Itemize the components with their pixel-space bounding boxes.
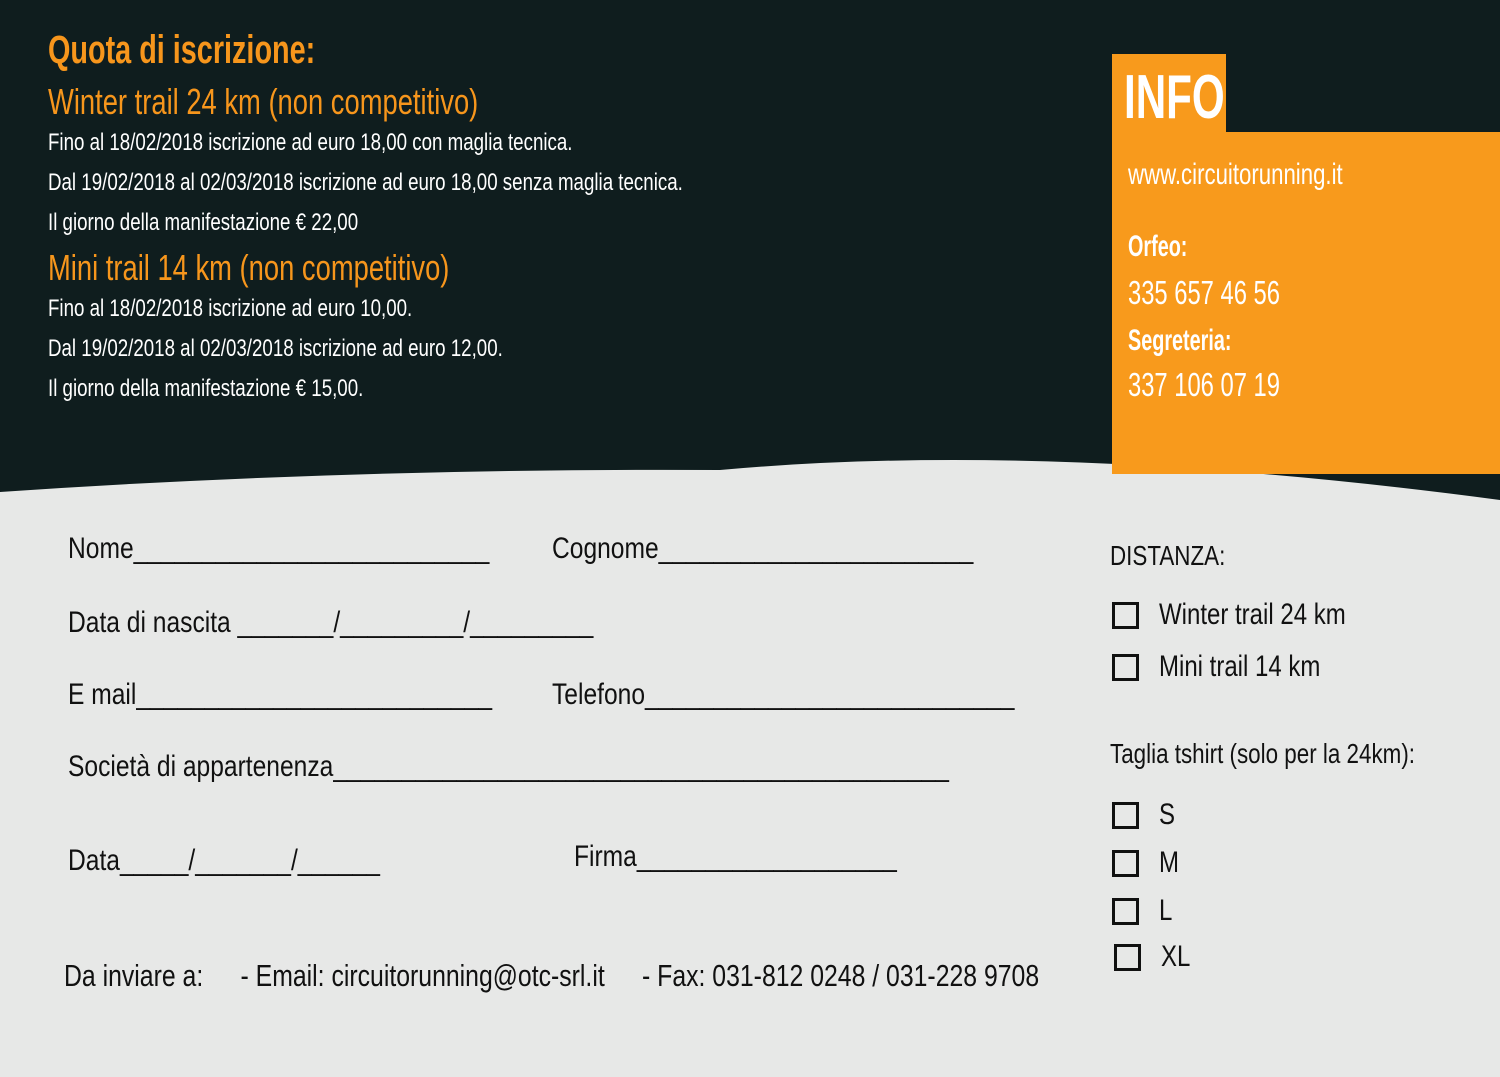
taglia-option-l[interactable] — [1112, 894, 1176, 928]
checkbox[interactable] — [1112, 898, 1139, 925]
distanza-option-mini[interactable] — [1112, 650, 1361, 684]
mini-fee-line: Il giorno della manifestazione € 15,00. — [48, 375, 364, 402]
send-to-line — [64, 958, 1039, 994]
taglia-option-xl[interactable] — [1114, 940, 1198, 974]
option-label: Winter trail 24 km — [1159, 598, 1346, 631]
checkbox[interactable] — [1112, 850, 1139, 877]
option-label: XL — [1161, 940, 1191, 973]
mini-trail-heading: Mini trail 14 km (non competitivo) — [48, 247, 450, 288]
option-label: Mini trail 14 km — [1159, 650, 1321, 683]
cognome-field[interactable]: Cognome_______________________ — [552, 532, 974, 565]
checkbox[interactable] — [1112, 602, 1139, 629]
winter-fee-line: Fino al 18/02/2018 iscrizione ad euro 18,00 con maglia tecnica. — [48, 129, 573, 156]
contact-phone-orfeo: 335 657 46 56 — [1128, 274, 1280, 311]
checkbox[interactable] — [1112, 654, 1139, 681]
send-fax: - Fax: 031-812 0248 / 031-228 9708 — [642, 958, 1040, 993]
mini-fee-line: Dal 19/02/2018 al 02/03/2018 iscrizione ad euro 12,00. — [48, 335, 503, 362]
send-label: Da inviare a: — [64, 958, 204, 993]
website-link[interactable]: www.circuitorunning.it — [1128, 158, 1343, 191]
data-field[interactable]: Data_____/_______/______ — [68, 844, 380, 877]
distanza-heading: DISTANZA: — [1110, 540, 1226, 571]
contact-label-segreteria: Segreteria: — [1128, 324, 1232, 357]
checkbox[interactable] — [1112, 802, 1139, 829]
checkbox[interactable] — [1114, 944, 1141, 971]
taglia-heading: Taglia tshirt (solo per la 24km): — [1110, 738, 1416, 769]
contact-phone-segreteria: 337 106 07 19 — [1128, 366, 1280, 403]
nome-field[interactable]: Nome__________________________ — [68, 532, 490, 565]
firma-field[interactable]: Firma___________________ — [574, 840, 897, 873]
option-label: M — [1159, 846, 1179, 879]
distanza-option-winter[interactable] — [1112, 598, 1392, 632]
winter-fee-line: Dal 19/02/2018 al 02/03/2018 iscrizione ad euro 18,00 senza maglia tecnica. — [48, 169, 683, 196]
data-di-nascita-field[interactable]: Data di nascita _______/_________/_________ — [68, 606, 594, 639]
fees-title: Quota di iscrizione: — [48, 28, 316, 72]
email-field[interactable]: E mail__________________________ — [68, 678, 493, 711]
winter-trail-heading: Winter trail 24 km (non competitivo) — [48, 81, 479, 122]
option-label: L — [1159, 894, 1173, 927]
societa-field[interactable]: Società di appartenenza_____________________________________________ — [68, 750, 949, 783]
send-email[interactable]: - Email: circuitorunning@otc-srl.it — [240, 958, 605, 993]
contact-label-orfeo: Orfeo: — [1128, 230, 1188, 263]
option-label: S — [1159, 798, 1176, 831]
taglia-option-m[interactable] — [1112, 846, 1184, 880]
info-title: INFO — [1124, 63, 1225, 132]
telefono-field[interactable]: Telefono___________________________ — [552, 678, 1015, 711]
taglia-option-s[interactable] — [1112, 798, 1179, 832]
mini-fee-line: Fino al 18/02/2018 iscrizione ad euro 10,00. — [48, 295, 413, 322]
winter-fee-line: Il giorno della manifestazione € 22,00 — [48, 209, 359, 236]
